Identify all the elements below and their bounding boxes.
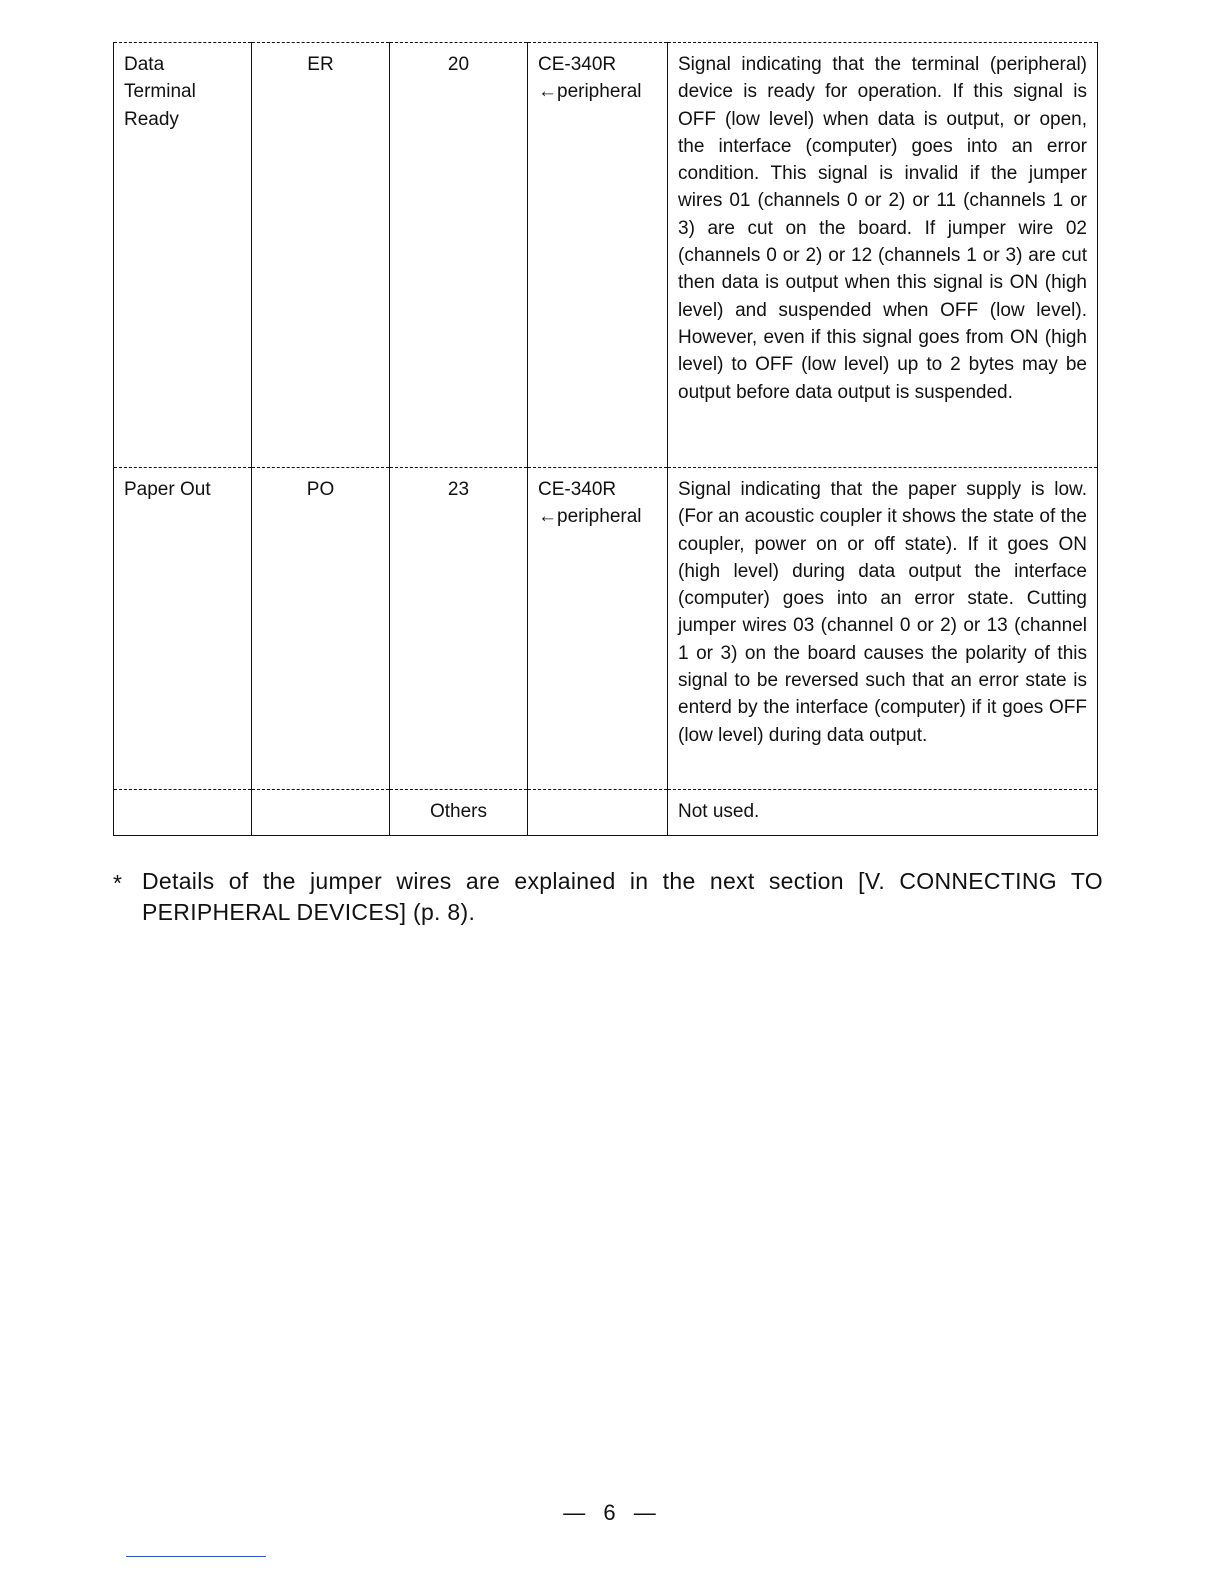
signal-name: Data Terminal Ready [114,43,252,468]
page-number: — 6 — [563,1500,662,1525]
pin-number: Others [390,790,528,836]
signal-abbreviation: ER [252,43,390,468]
footnote [113,866,1103,928]
table-row [114,468,1098,790]
footnote-marker: * [113,870,123,896]
signal-name: Paper Out [114,468,252,790]
signal-name [114,790,252,836]
signal-description: Signal indicating that the paper supply is low. (For an acoustic coupler it shows the state of the coupler, power on or off state). If it goes ON (high level) during data output the interface (computer) goes into an error state. Cutting jumper wires 03 (channel 0 or 2) or 13 (channel 1 or 3) on the board causes the polarity of this signal to be reversed such that an error state is enterd by the interface (computer) if it goes OFF (low level) during data output. [668,468,1098,790]
signal-abbreviation: PO [252,468,390,790]
signal-description: Signal indicating that the terminal (peripheral) device is ready for operation. If this signal is OFF (low level) when data is output, or open, the interface (computer) goes into an error condition. This signal is invalid if the jumper wires 01 (channels 0 or 2) or 11 (channels 1 or 3) are cut on the board. If jumper wire 02 (channels 0 or 2) or 12 (channels 1 or 3) are cut then data is output when this signal is ON (high level) and suspended when OFF (low level). However, even if this signal goes from ON (high level) to OFF (low level) up to 2 bytes may be output before data output is suspended. [668,43,1098,468]
page-edge-line [126,1556,266,1557]
signal-description: Not used. [668,790,1098,836]
signal-direction: CE-340R ←peripheral [528,468,668,790]
pin-number: 20 [390,43,528,468]
signal-direction [528,790,668,836]
table-row [114,790,1098,836]
signal-table [113,42,1098,836]
signal-direction: CE-340R ←peripheral [528,43,668,468]
table-row [114,43,1098,468]
signal-abbreviation [252,790,390,836]
pin-number: 23 [390,468,528,790]
footnote-text: Details of the jumper wires are explained in the next section [V. CONNECTING TO PERIPHERAL DEVICES] (p. 8). [142,868,1103,925]
